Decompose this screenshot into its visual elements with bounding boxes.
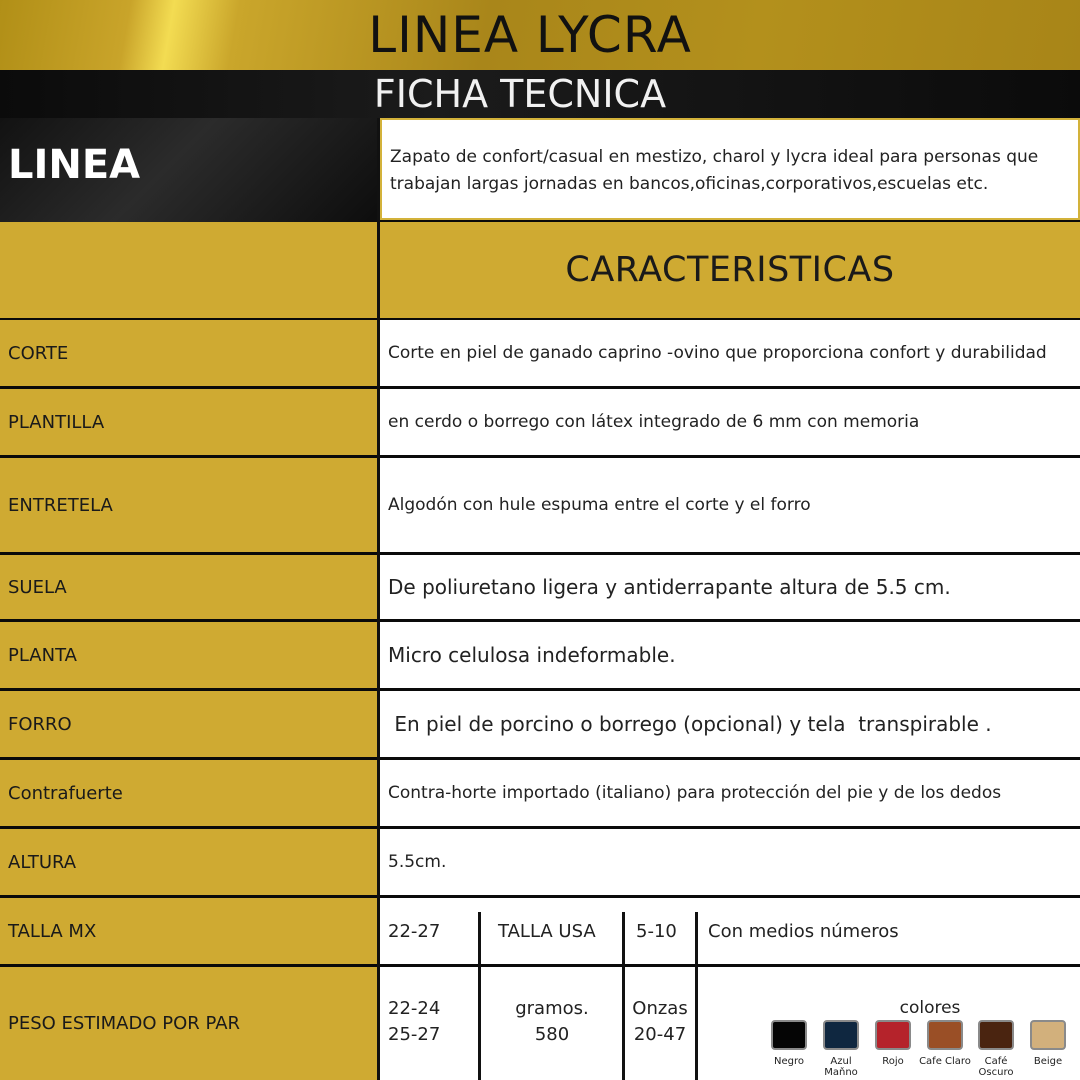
peso-grams-label: gramos. — [515, 998, 589, 1019]
swatch-cafe-claro[interactable] — [927, 1020, 963, 1050]
swatch-negro[interactable] — [771, 1020, 807, 1050]
spec-value-planta: Micro celulosa indeformable. — [380, 622, 1080, 688]
swatch-label-negro: Negro — [774, 1056, 804, 1067]
peso-grams — [482, 996, 622, 1048]
characteristics-left-cell — [0, 222, 378, 318]
spec-label-corte: CORTE — [0, 320, 378, 386]
swatch-rojo[interactable] — [875, 1020, 911, 1050]
swatch-azul-marino[interactable] — [823, 1020, 859, 1050]
spec-value-corte: Corte en piel de ganado caprino -ovino que proporciona confort y durabilidad — [380, 320, 1080, 386]
spec-value-contrafuerte: Contra-horte importado (italiano) para protección del pie y de los dedos — [380, 760, 1080, 826]
swatch-label-azul-marino: Azul Maňno — [824, 1056, 858, 1078]
peso-sizes-line2: 25-27 — [388, 1024, 441, 1045]
talla-note: Con medios números — [708, 920, 899, 942]
peso-oz-value: 20-47 — [633, 1024, 687, 1045]
column-divider — [377, 118, 380, 1080]
title-banner — [0, 0, 1080, 70]
colors-title: colores — [899, 998, 961, 1018]
spec-label-peso: PESO ESTIMADO POR PAR — [0, 967, 378, 1080]
divider-talla-1 — [478, 912, 481, 1080]
divider-talla-2 — [622, 912, 625, 1080]
swatch-label-rojo: Rojo — [882, 1056, 904, 1067]
spec-value-plantilla: en cerdo o borrego con látex integrado de 6 mm con memoria — [380, 389, 1080, 455]
page-subtitle-wrap — [0, 72, 1080, 116]
spec-label-plantilla: PLANTILLA — [0, 389, 378, 455]
swatch-label-cafe-claro: Cafe Claro — [919, 1056, 971, 1067]
talla-mx-range: 22-27 — [388, 920, 441, 942]
spec-label-suela: SUELA — [0, 555, 378, 619]
characteristics-header — [380, 222, 1080, 318]
spec-label-altura: ALTURA — [0, 829, 378, 895]
spec-label-forro: FORRO — [0, 691, 378, 757]
swatch-cafe-oscuro[interactable] — [978, 1020, 1014, 1050]
peso-sizes — [388, 996, 440, 1048]
peso-sizes-line1: 22-24 — [388, 998, 441, 1019]
spec-value-entretela: Algodón con hule espuma entre el corte y el forro — [380, 458, 1080, 552]
spec-label-contrafuerte: Contrafuerte — [0, 760, 378, 826]
divider-talla-3 — [695, 912, 698, 1080]
swatch-label-beige: Beige — [1033, 1056, 1063, 1067]
swatch-beige[interactable] — [1030, 1020, 1066, 1050]
spec-label-talla: TALLA MX — [0, 898, 378, 964]
peso-ounces — [625, 996, 695, 1048]
talla-usa-range: 5-10 — [636, 920, 677, 942]
peso-grams-value: 580 — [534, 1024, 570, 1045]
spec-value-suela: De poliuretano ligera y antiderrapante altura de 5.5 cm. — [380, 555, 1080, 619]
spec-value-forro: En piel de porcino o borrego (opcional) y tela transpirable . — [380, 691, 1080, 757]
characteristics-title: CARACTERISTICAS — [565, 250, 895, 290]
page-title: LINEA LYCRA — [368, 6, 692, 64]
peso-oz-label: Onzas — [632, 998, 688, 1019]
spec-label-entretela: ENTRETELA — [0, 458, 378, 552]
page-subtitle: FICHA TECNICA — [373, 72, 667, 116]
talla-usa-label: TALLA USA — [498, 920, 596, 942]
spec-value-altura: 5.5cm. — [380, 829, 1080, 895]
spec-label-planta: PLANTA — [0, 622, 378, 688]
linea-description: Zapato de confort/casual en mestizo, charol y lycra ideal para personas que trabajan largas jornadas en bancos,oficinas,corporativos,escuelas etc. — [380, 118, 1080, 220]
swatch-label-cafe-oscuro: Café Oscuro — [978, 1056, 1014, 1078]
linea-label: LINEA — [8, 142, 141, 188]
